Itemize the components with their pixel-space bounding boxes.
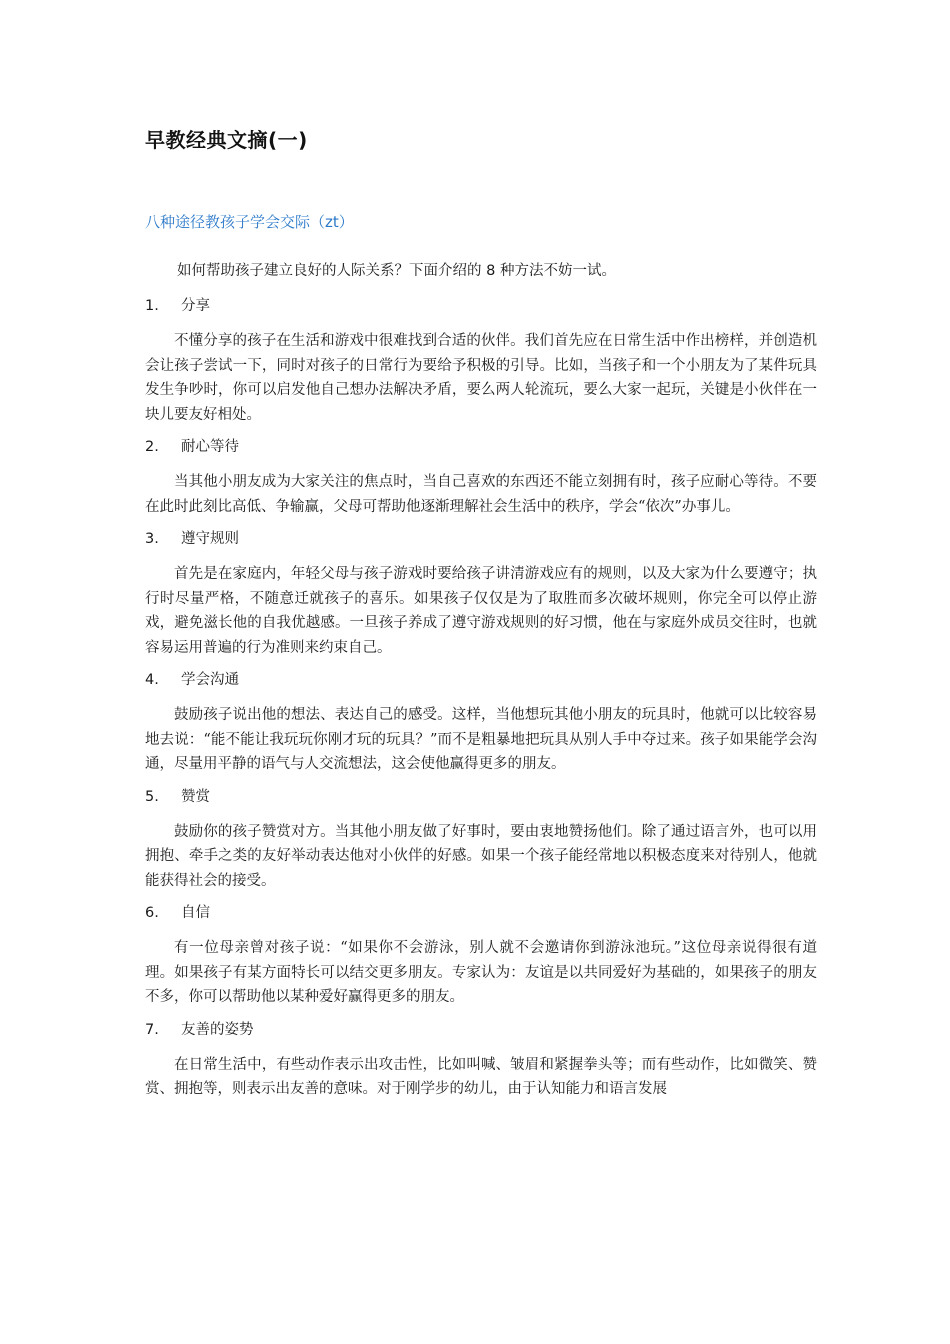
section-number: 1. (145, 298, 159, 314)
section-paragraph: 当其他小朋友成为大家关注的焦点时，当自己喜欢的东西还不能立刻拥有时，孩子应耐心等待。不要在此时此刻比高低、争输赢，父母可帮助他逐渐理解社会生活中的秩序，学会“依次”办事儿。 (145, 474, 817, 515)
section-paragraph: 鼓励孩子说出他的想法、表达自己的感受。这样，当他想玩其他小朋友的玩具时，他就可以比较容易地去说：“能不能让我玩玩你刚才玩的玩具？”而不是粗暴地把玩具从别人手中夺过来。孩子如果能学会沟通，尽量用平静的语气与人交流想法，这会使他赢得更多的朋友。 (145, 707, 817, 772)
section-paragraph: 在日常生活中，有些动作表示出攻击性，比如叫喊、皱眉和紧握拳头等；而有些动作，比如微笑、赞赏、拥抱等，则表示出友善的意味。对于刚学步的幼儿，由于认知能力和语言发展 (145, 1056, 817, 1097)
section-heading (145, 296, 817, 316)
section-4 (145, 670, 817, 777)
section-number: 3. (145, 531, 159, 547)
article-body (145, 296, 817, 1112)
section-paragraph: 首先是在家庭内，年轻父母与孩子游戏时要给孩子讲清游戏应有的规则，以及大家为什么要遵守；执行时尽量严格，不随意迁就孩子的喜乐。如果孩子仅仅是为了取胜而多次破坏规则，你完全可以停止游戏，避免滋长他的自我优越感。一旦孩子养成了遵守游戏规则的好习惯，他在与家庭外成员交往时，也就容易运用普遍的行为准则来约束自己。 (145, 566, 817, 656)
section-7 (145, 1020, 817, 1102)
section-heading-text: 耐心等待 (181, 439, 239, 455)
section-heading-text: 遵守规则 (181, 531, 239, 547)
section-1 (145, 296, 817, 427)
section-paragraph: 有一位母亲曾对孩子说：“如果你不会游泳，别人就不会邀请你到游泳池玩。”这位母亲说得很有道理。如果孩子有某方面特长可以结交更多朋友。专家认为：友谊是以共同爱好为基础的，如果孩子的朋友不多，你可以帮助他以某种爱好赢得更多的朋友。 (145, 940, 817, 1005)
section-3 (145, 529, 817, 660)
section-heading-text: 学会沟通 (181, 672, 239, 688)
section-number: 4. (145, 672, 159, 688)
section-heading (145, 903, 817, 923)
intro-paragraph: 如何帮助孩子建立良好的人际关系？下面介绍的 8 种方法不妨一试。 (177, 263, 616, 279)
section-heading (145, 1020, 817, 1040)
section-heading-text: 分享 (181, 298, 210, 314)
section-5 (145, 787, 817, 894)
section-paragraph: 鼓励你的孩子赞赏对方。当其他小朋友做了好事时，要由衷地赞扬他们。除了通过语言外，也可以用拥抱、牵手之类的友好举动表达他对小伙伴的好感。如果一个孩子能经常地以积极态度来对待别人，他就能获得社会的接受。 (145, 823, 817, 889)
section-heading (145, 787, 817, 807)
section-heading (145, 529, 817, 549)
section-heading-text: 自信 (181, 905, 210, 921)
article-subtitle: 八种途径教孩子学会交际（zt） (145, 213, 354, 231)
section-heading (145, 670, 817, 690)
section-heading (145, 437, 817, 457)
section-2 (145, 437, 817, 519)
document-title: 早教经典文摘(一) (145, 128, 308, 152)
section-paragraph: 不懂分享的孩子在生活和游戏中很难找到合适的伙伴。我们首先应在日常生活中作出榜样，并创造机会让孩子尝试一下，同时对孩子的日常行为要给予积极的引导。比如，当孩子和一个小朋友为了某件玩具发生争吵时，你可以启发他自己想办法解决矛盾，要么两人轮流玩，要么大家一起玩，关键是小伙伴在一块儿要友好相处。 (145, 333, 817, 423)
section-number: 6. (145, 905, 159, 921)
section-6 (145, 903, 817, 1010)
section-number: 7. (145, 1021, 159, 1038)
section-heading-text: 友善的姿势 (181, 1021, 254, 1038)
section-number: 2. (145, 439, 159, 455)
section-number: 5. (145, 788, 159, 805)
section-heading-text: 赞赏 (181, 788, 210, 805)
